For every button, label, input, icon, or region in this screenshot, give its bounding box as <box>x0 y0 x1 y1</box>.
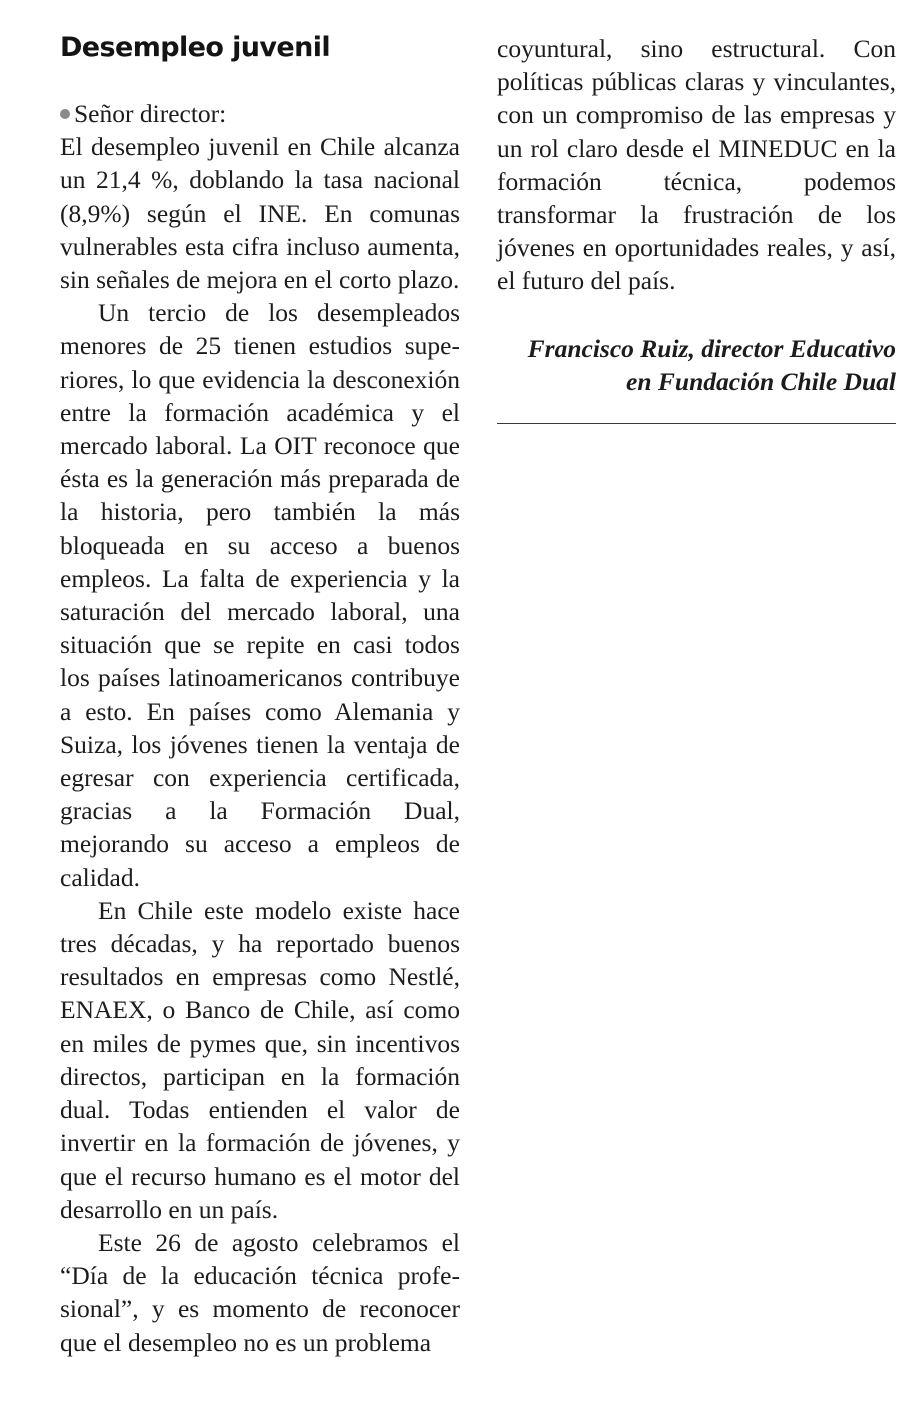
article-column-left <box>60 97 460 1359</box>
bullet-dot-icon <box>60 109 70 119</box>
signature-line-1: Francisco Ruiz, director Educativo <box>527 334 896 363</box>
paragraph-2: Un tercio de los desempleados menores de 25 tienen estudios superiores, lo que evidencia la desconexión entre la formación académica y el mercado laboral. La OIT reconoce que ésta es la generación más preparada de la historia, pero también la más bloqueada en su acceso a buenos empleos. La falta de experiencia y la saturación del mercado laboral, una situación que se repite en casi todos los países latinoamericanos contribuye a esto. En países como Alemania y Suiza, los jóvenes tienen la ventaja de egresar con experiencia certificada, gracias a la Formación Dual, mejorando su acceso a empleos de calidad. <box>60 298 460 892</box>
closing-rule <box>497 423 896 424</box>
paragraph-3: En Chile este modelo existe hace tres décadas, y ha reportado buenos resultados en empresas como Nestlé, ENAEX, o Banco de Chile, así como en miles de pymes que, sin incentivos directos, participan en la formación dual. Todas entienden el valor de invertir en la formación de jóvenes, y que el recurso humano es el motor del desarrollo en un país. <box>60 895 460 1224</box>
salutation-line <box>60 97 460 130</box>
paragraph-4-continued: coyuntural, sino estructural. Con políticas públicas claras y vinculantes, con un compromiso de las empresas y un rol claro desde el MINEDUC en la formación técnica, podemos transformar la frustración de los jóvenes en oportunidades reales, y así, el futuro del país. <box>497 34 896 296</box>
signature-line-2: en Fundación Chile Dual <box>626 367 896 397</box>
salutation-text: Señor director: <box>74 99 227 128</box>
article-column-right <box>497 32 896 298</box>
paragraph-4-start: Este 26 de agosto celebramos el “Día de la educación técnica profesional”, y es momento de reconocer que el desempleo no es un problema <box>60 1227 460 1357</box>
article-headline: Desempleo juvenil <box>60 32 331 63</box>
paragraph-1: El desempleo juvenil en Chile alcanza un 21,4 %, doblando la tasa nacional (8,9%) según el INE. En comunas vulnerables esta cifra incluso aumenta, sin señales de mejora en el corto plazo. <box>60 132 460 295</box>
author-signature <box>497 332 896 398</box>
